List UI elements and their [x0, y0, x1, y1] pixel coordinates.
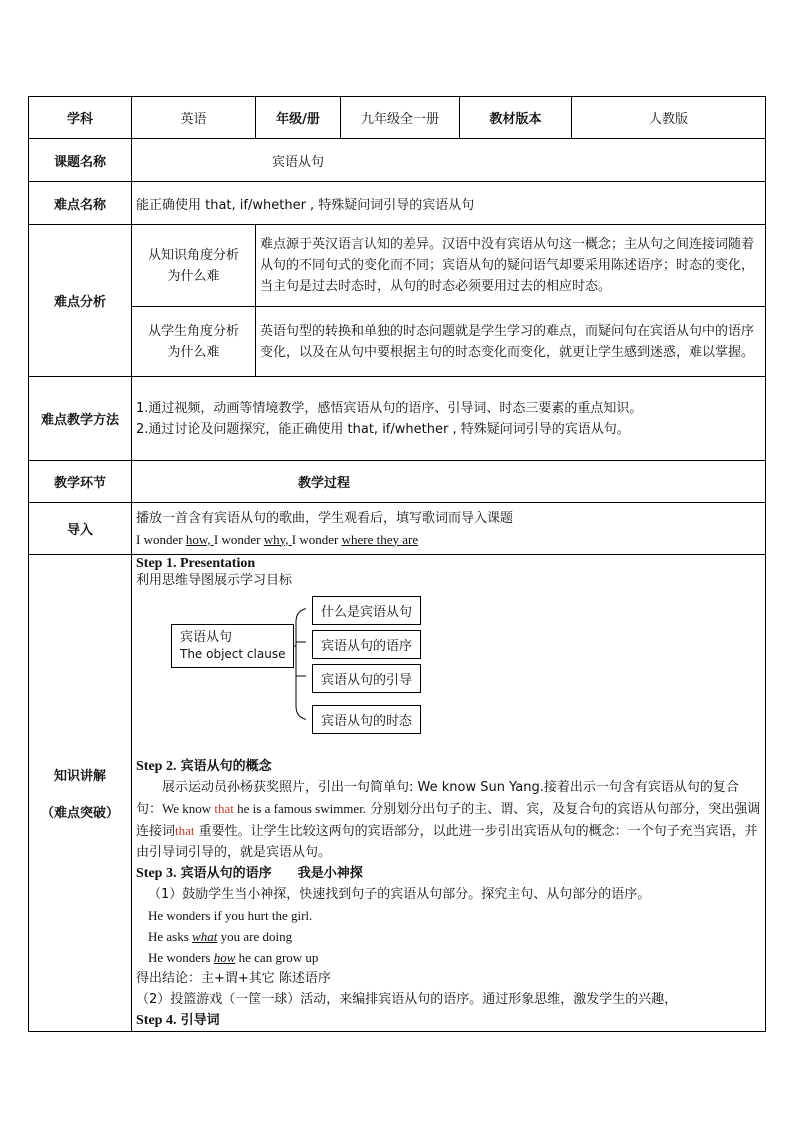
knowledge-sublabel: （难点突破）	[40, 806, 119, 821]
textbook-label: 教材版本	[460, 97, 572, 139]
example-2	[136, 926, 761, 947]
lyric-answer-why: why,	[263, 531, 292, 547]
process-content-header: 教学过程	[132, 461, 766, 503]
step3-prefix: Step 3.	[136, 866, 177, 881]
step2-p2: 分别划分出句子的主、谓、宾，及复合句的宾语从句部分，突出强调连接词	[136, 802, 761, 839]
intro-lyrics	[136, 529, 761, 550]
step4-prefix: Step 4.	[136, 1013, 177, 1028]
topic-label: 课题名称	[29, 139, 132, 182]
mindmap-branch-2: 宾语从句的语序	[312, 630, 421, 659]
intro-label: 导入	[29, 503, 132, 555]
subject-value: 英语	[132, 97, 256, 139]
mindmap	[136, 592, 761, 750]
lyric-answer-how: how,	[185, 531, 214, 547]
intro-content	[132, 503, 766, 555]
example-1: He wonders if you hurt the girl.	[148, 908, 313, 923]
step2-that-2: that	[175, 823, 195, 838]
mindmap-root-en: The object clause	[180, 647, 286, 661]
student-analysis-text: 英语句型的转换和单独的时态问题就是学生学习的难点，而疑问句在宾语从句中的语序变化，以及在从句中要根据主句的时态变化而变化，就更让学生感到迷惑，难以掌握。	[256, 307, 766, 377]
method-label: 难点教学方法	[29, 377, 132, 461]
topic-value: 宾语从句	[132, 139, 766, 182]
step2-p1: 展示运动员孙杨获奖照片，引出一句简单句: We know Sun Yang.接着出示一句含有宾语从句的复合句：	[136, 780, 739, 817]
grade-value: 九年级全一册	[341, 97, 460, 139]
intro-line-1: 播放一首含有宾语从句的歌曲，学生观看后，填写歌词而导入课题	[136, 510, 514, 526]
difficulty-label: 难点名称	[29, 182, 132, 225]
method-text	[132, 377, 766, 461]
step2-prefix: Step 2.	[136, 759, 177, 774]
knowledge-label-cell	[29, 555, 132, 1032]
step3-heading	[136, 863, 761, 884]
conclusion: 得出结论：主+谓+其它 陈述语序	[136, 971, 331, 986]
mindmap-root-cn: 宾语从句	[180, 630, 233, 645]
lesson-plan-table	[28, 96, 766, 1032]
step2-title: 宾语从句的概念	[180, 759, 272, 774]
example-3-b: how	[213, 950, 236, 965]
example-2-b: what	[192, 929, 218, 944]
mindmap-branch-1: 什么是宾语从句	[312, 596, 421, 625]
step2-paragraph	[136, 777, 761, 863]
student-analysis-label: 从学生角度分析为什么难	[132, 307, 256, 377]
step2-that: that	[214, 801, 234, 816]
grade-label: 年级/册	[256, 97, 341, 139]
textbook-value: 人教版	[572, 97, 766, 139]
example-3-c: he can grow up	[235, 950, 319, 965]
step2-p3: 重要性。让学生比较这两句的宾语部分，以此进一步引出宾语从句的概念：一个句子充当宾语，并由引导词引导的，就是宾语从句。	[136, 824, 758, 860]
step2-we-know: We know	[162, 801, 215, 816]
mindmap-branch-4: 宾语从句的时态	[312, 705, 421, 734]
lyric-answer-where: where they are	[341, 531, 419, 547]
lyric-wonder-1: I wonder	[136, 531, 186, 547]
example-3-a: He wonders	[148, 950, 214, 965]
step2-heading	[136, 756, 761, 777]
method-line-1: 1.通过视频，动画等情境教学，感悟宾语从句的语序、引导词、时态三要素的重点知识。	[136, 400, 643, 416]
mindmap-root	[171, 624, 294, 668]
lyric-wonder-3: I wonder	[291, 531, 342, 547]
step3-item-1: （1）鼓励学生当小神探，快速找到句子的宾语从句部分。探究主句、从句部分的语序。	[148, 887, 651, 902]
mindmap-branch-3: 宾语从句的引导	[312, 664, 421, 693]
example-2-a: He asks	[148, 929, 193, 944]
knowledge-label: 知识讲解	[53, 769, 106, 784]
step3-game: 我是小神探	[297, 866, 363, 881]
example-2-c: you are doing	[217, 929, 293, 944]
step1-desc: 利用思维导图展示学习目标	[136, 573, 293, 588]
step3-item-2: （2）投篮游戏（一筐一球）活动，来编排宾语从句的语序。通过形象思维，激发学生的兴趣，	[136, 992, 678, 1007]
step2-sentence-rest: he is a famous swimmer.	[233, 801, 367, 816]
step1-title: Step 1. Presentation	[136, 556, 256, 571]
subject-label: 学科	[29, 97, 132, 139]
difficulty-value: 能正确使用 that, if/whether , 特殊疑问词引导的宾语从句	[132, 182, 766, 225]
example-3	[136, 947, 761, 968]
analysis-label: 难点分析	[29, 225, 132, 377]
lyric-wonder-2: I wonder	[213, 531, 264, 547]
process-stage-header: 教学环节	[29, 461, 132, 503]
knowledge-analysis-text: 难点源于英汉语言认知的差异。汉语中没有宾语从句这一概念；主从句之间连接词随着从句的不同句式的变化而不同；宾语从句的疑问语气却要采用陈述语序；时态的变化，当主句是过去时态时，从句的时态必须要用过去的相应时态。	[256, 225, 766, 307]
knowledge-analysis-label: 从知识角度分析为什么难	[132, 225, 256, 307]
method-line-2: 2.通过讨论及问题探究，能正确使用 that, if/whether , 特殊疑问词引导的宾语从句。	[136, 421, 630, 437]
knowledge-content	[132, 555, 766, 1032]
step4-heading	[136, 1010, 761, 1031]
step3-title: 宾语从句的语序	[180, 866, 272, 881]
mindmap-connectors	[136, 592, 306, 750]
step4-title: 引导词	[180, 1013, 220, 1028]
